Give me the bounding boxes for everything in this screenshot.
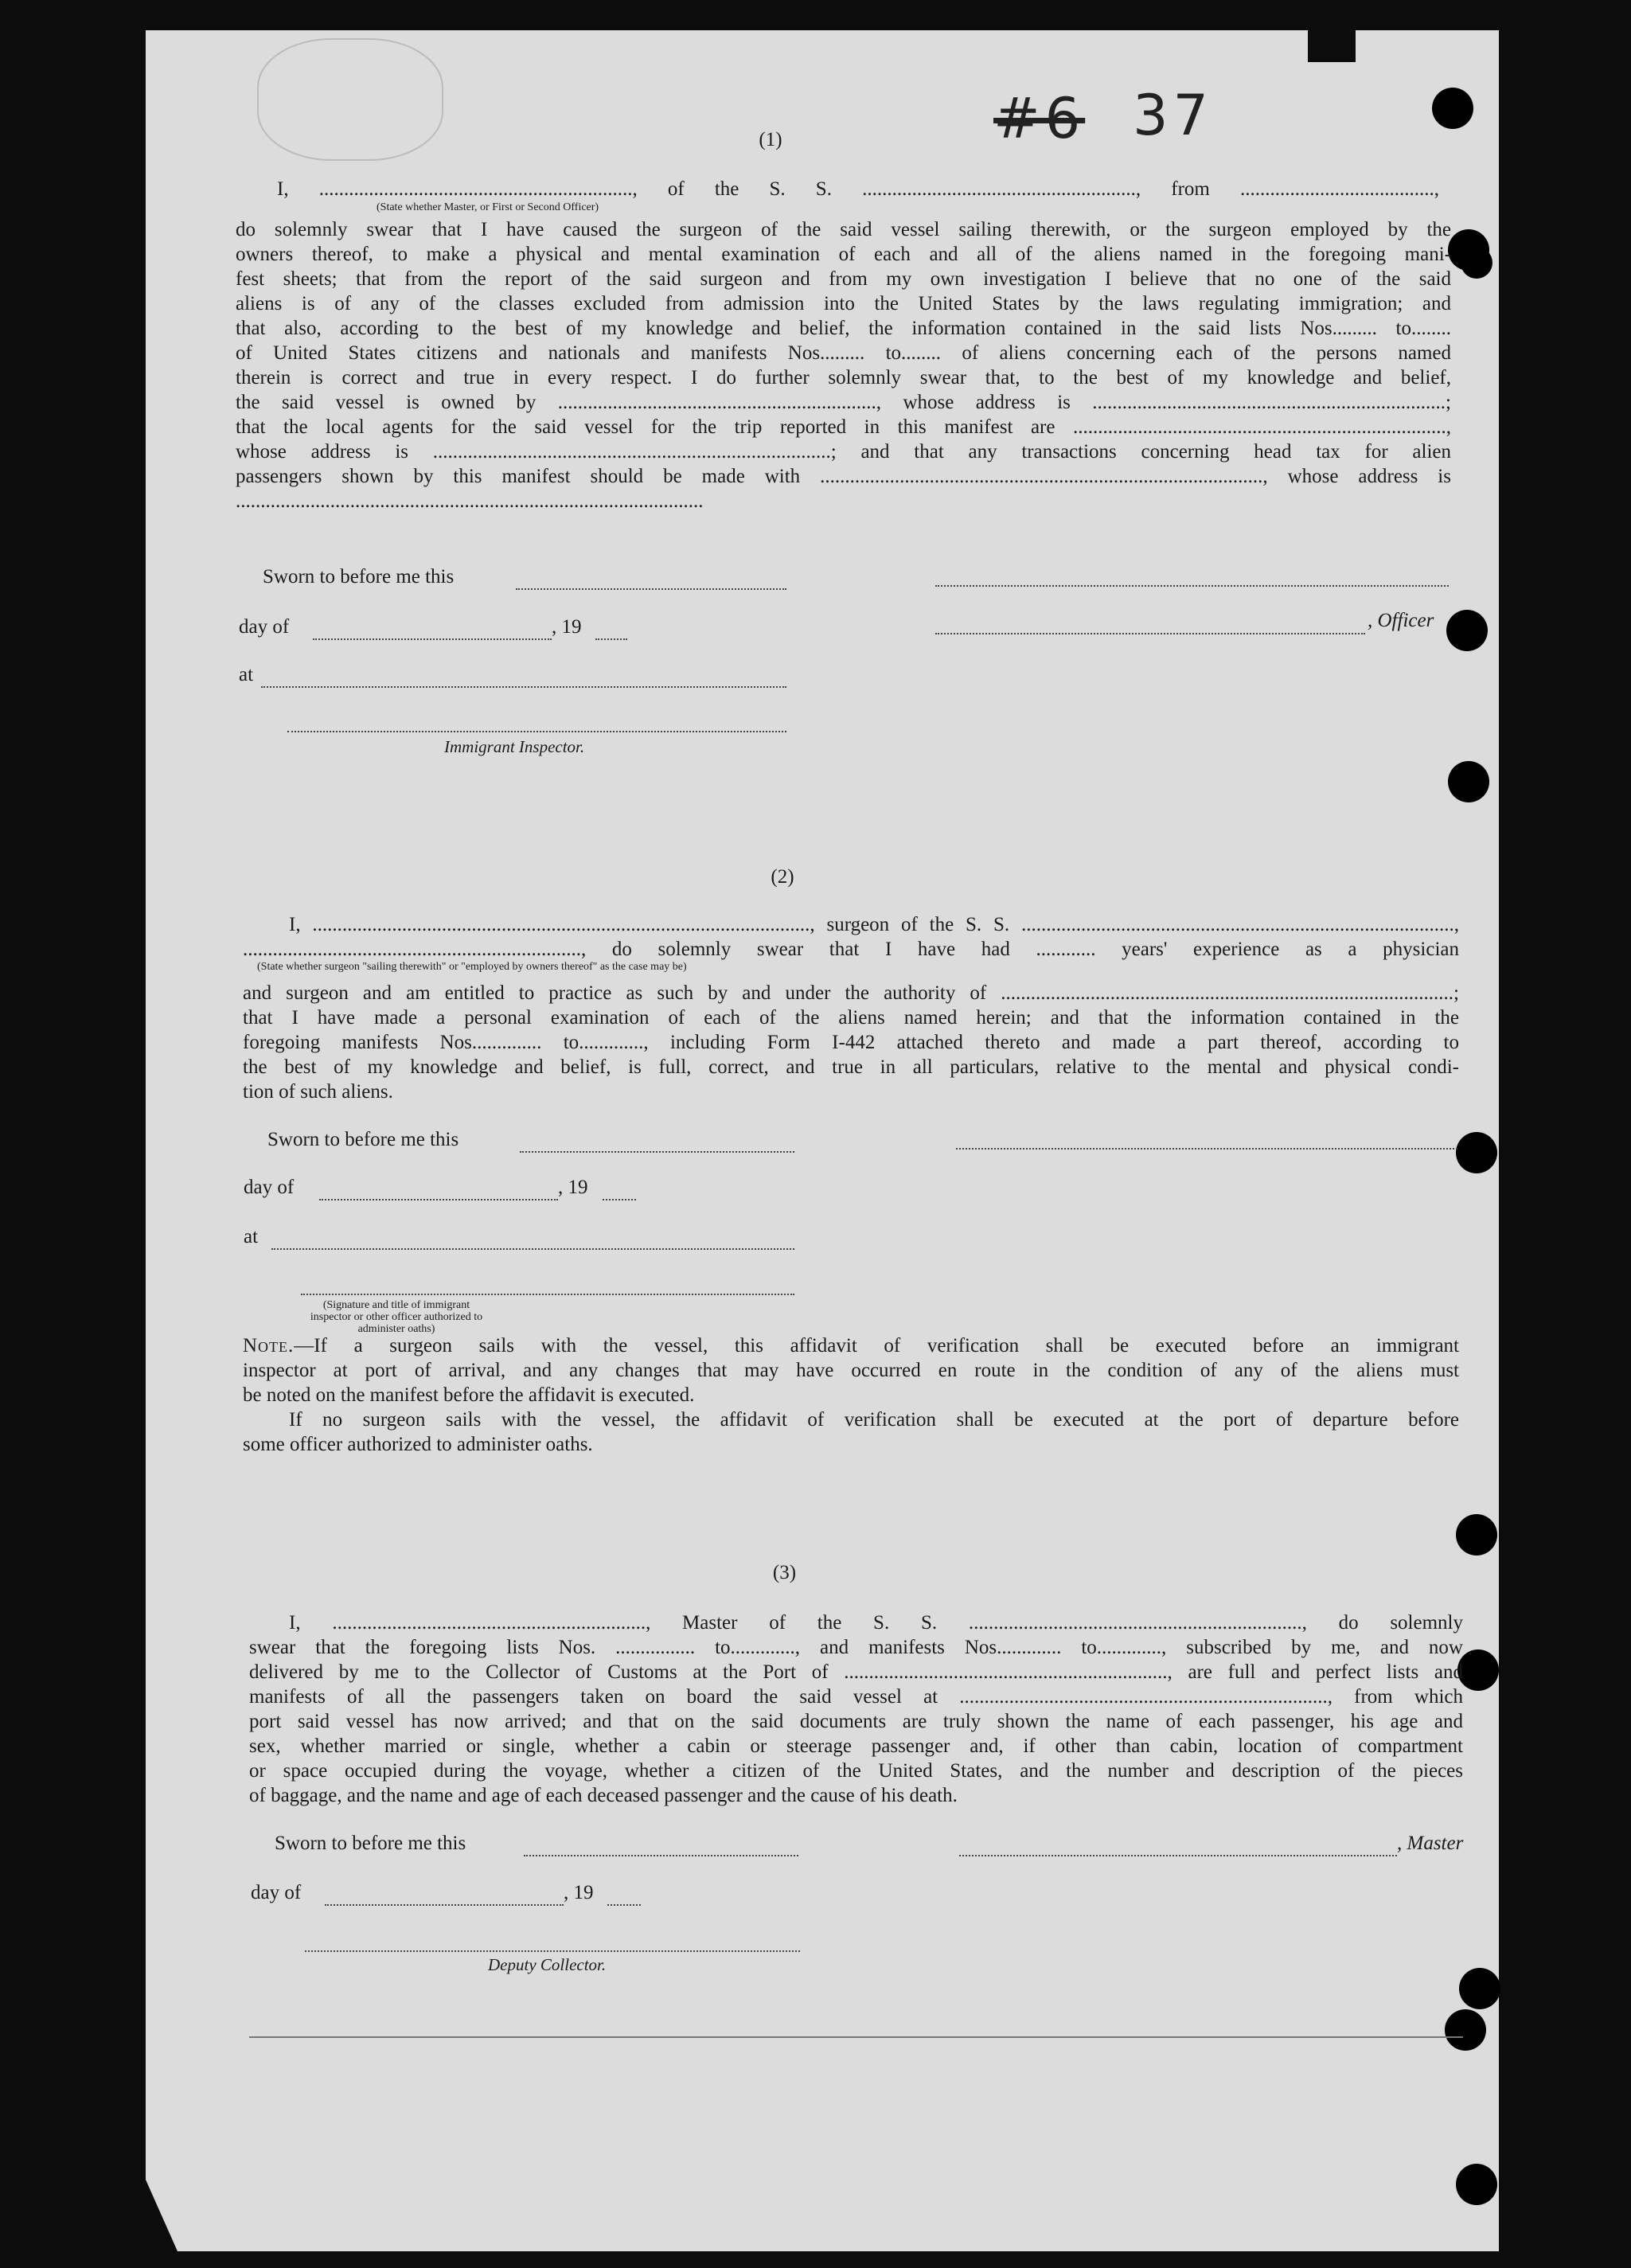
section-2-year-line [603, 1199, 636, 1200]
punch-hole-8 [1457, 1649, 1499, 1691]
section-2-year-label: , 19 [558, 1177, 588, 1198]
section-1-body-line: of United States citizens and nationals and manifests Nos......... to........ of aliens concerning each of the persons named [236, 342, 1451, 364]
section-2-body-line: that I have made a personal examination of each of the aliens named herein; and that the information contained in the [243, 1007, 1459, 1029]
section-3-deputy-label: Deputy Collector. [488, 1955, 607, 1974]
punch-hole-4 [1446, 610, 1488, 651]
section-2-note2-last-line: some officer authorized to administer oaths. [243, 1434, 593, 1455]
form-page [146, 30, 1499, 2251]
section-3-sworn-date-line [524, 1855, 798, 1856]
section-3-master-label: , Master [1397, 1833, 1464, 1854]
section-2-sworn-date-line [520, 1151, 794, 1153]
section-3-body-line: I, ..............................................................., Master of the S. S. ..................................................................., do solemnly [289, 1612, 1463, 1634]
handwritten-page-number: 37 [1133, 83, 1214, 148]
section-1-day-line [313, 638, 552, 640]
section-3-day-of-label: day of [251, 1882, 302, 1903]
punch-hole-5 [1448, 761, 1489, 802]
section-3-body-line: sex, whether married or single, whether a cabin or steerage passenger and, if other than cabin, location of compartment [249, 1735, 1463, 1757]
section-2-note2-line: If no surgeon sails with the vessel, the affidavit of verification shall be executed at the port of departure before [289, 1409, 1459, 1431]
section-1-officer-note: (State whether Master, or First or Second Officer) [377, 201, 599, 213]
section-2-body-line: and surgeon and am entitled to practice as such by and under the authority of ...........................................................................................; [243, 982, 1459, 1004]
section-1-body-line: that also, according to the best of my knowledge and belief, the information contained in the said lists Nos......... to........ [236, 318, 1451, 339]
section-3-body-line: port said vessel has now arrived; and that on the said documents are truly shown the name of each passenger, his age and [249, 1711, 1463, 1732]
note-label: Note. [243, 1335, 295, 1357]
section-3-body-line: delivered by me to the Collector of Customs at the Port of ................................................................., are full and perfect lists and [249, 1661, 1463, 1683]
section-1-year-label: , 19 [552, 616, 582, 638]
section-1-body-line: that the local agents for the said vessel for the trip reported in this manifest are ..........................................................................., [236, 416, 1451, 438]
section-3-number: (3) [772, 1562, 797, 1583]
section-2-body-line: foregoing manifests Nos.............. to............., including Form I-442 attached thereto and made a part thereof, according to [243, 1032, 1459, 1053]
section-3-sworn-label: Sworn to before me this [275, 1833, 466, 1854]
section-2-inspector-signature-line [301, 1294, 794, 1295]
section-1-body-last-line: .............................................................................................. [236, 490, 704, 512]
section-2-experience-line: ...................................................................., do solemnly swear that I have had ............ years' experience as a physician [243, 939, 1459, 960]
crossed-out-number: #6 [993, 86, 1086, 151]
section-2-sworn-label: Sworn to before me this [267, 1129, 459, 1150]
section-1-body-line: fest sheets; that from the report of the said surgeon and from my own investigation I believe that no one of the said [236, 268, 1451, 290]
punch-hole-1 [1432, 88, 1473, 129]
punch-hole-11 [1456, 2164, 1497, 2205]
section-2-surgeon-line: I, ...................................................................................................., surgeon of the S. S. ......................................................................................., [289, 914, 1459, 935]
section-1-body-line: therein is correct and true in every respect. I do further solemnly swear that, to the best of my knowledge and belief, [236, 367, 1451, 388]
section-2-at-line [271, 1248, 794, 1250]
section-1-at-line [261, 686, 786, 688]
note-text: —If a surgeon sails with the vessel, this affidavit of verification shall be executed before an immigrant [294, 1335, 1459, 1357]
section-1-at-label: at [239, 664, 254, 685]
punch-hole-10 [1445, 2009, 1486, 2051]
section-1-inspector-label: Immigrant Inspector. [444, 737, 585, 756]
section-3-master-signature-line [959, 1855, 1397, 1856]
section-2-day-of-label: day of [244, 1177, 295, 1198]
section-3-body-line: or space occupied during the voyage, whether a citizen of the United States, and the number and description of the pieces [249, 1760, 1463, 1782]
section-1-sworn-date-line [516, 588, 786, 590]
section-3-body-last-line: of baggage, and the name and age of each deceased passenger and the cause of his death. [249, 1785, 958, 1806]
section-1-day-of-label: day of [239, 616, 290, 638]
section-2-signature-note: (Signature and title of immigrant inspector or other officer authorized to administer oaths) [310, 1299, 483, 1335]
section-3-body-line: swear that the foregoing lists Nos. ................ to............., and manifests Nos............. to............., subscribed by me, and now [249, 1637, 1463, 1658]
section-1-officer-label: , Officer [1368, 610, 1434, 631]
section-1-body-line: owners thereof, to make a physical and mental examination of each and all of the aliens named in the foregoing mani- [236, 244, 1451, 265]
section-1-body-line: do solemnly swear that I have caused the surgeon of the said vessel sailing therewith, or the surgeon employed by the [236, 219, 1451, 240]
section-2-note-last-line: be noted on the manifest before the affidavit is executed. [243, 1384, 695, 1406]
section-2-note-line [243, 1333, 1459, 1358]
section-3-year-line [607, 1904, 641, 1906]
punch-hole-3 [1461, 247, 1492, 279]
section-2-day-line [319, 1199, 558, 1200]
section-3-year-label: , 19 [564, 1882, 594, 1903]
section-3-body-line: manifests of all the passengers taken on board the said vessel at .........................................................................., from which [249, 1686, 1463, 1708]
section-2-surgeon-note: (State whether surgeon "sailing therewith" or "employed by owners thereof" as the case may be) [257, 961, 687, 973]
section-3-deputy-signature-line [305, 1950, 800, 1952]
section-1-inspector-signature-line [287, 731, 786, 732]
section-1-officer-signature-line [935, 585, 1449, 587]
section-1-body-line: aliens is of any of the classes excluded from admission into the United States by the laws regulating immigration; and [236, 293, 1451, 314]
section-1-year-line [595, 638, 627, 640]
section-2-note-line: inspector at port of arrival, and any changes that may have occurred en route in the condition of any of the aliens must [243, 1360, 1459, 1381]
punch-hole-9 [1459, 1968, 1500, 2009]
bottom-rule [249, 2036, 1463, 2038]
punch-hole-7 [1456, 1514, 1497, 1556]
section-1-oath-line: I, ..............................................................., of the S. S. ......................................................., from ......................................., [277, 178, 1439, 200]
section-2-signature-line [956, 1148, 1457, 1150]
section-1-body-line: whose address is ................................................................................; and that any transactions concerning head tax for alien [236, 441, 1451, 463]
section-2-body-last-line: tion of such aliens. [243, 1081, 393, 1103]
section-2-at-label: at [244, 1226, 259, 1247]
section-3-day-line [325, 1904, 564, 1906]
section-1-number: (1) [759, 129, 782, 150]
torn-corner-bottom-left [146, 2180, 178, 2251]
section-2-number: (2) [771, 866, 794, 888]
punch-hole-6 [1456, 1132, 1497, 1173]
section-1-sworn-label: Sworn to before me this [263, 566, 455, 587]
torn-corner-top-right [1308, 30, 1356, 62]
section-1-body-line: the said vessel is owned by ................................................................, whose address is .......................................................................; [236, 392, 1451, 413]
section-1-officer-name-line [935, 633, 1365, 634]
section-1-body-line: passengers shown by this manifest should be made with ........................................................................................., whose address is [236, 466, 1451, 487]
section-2-body-line: the best of my knowledge and belief, is full, correct, and true in all particulars, relative to the mental and physical condi- [243, 1056, 1459, 1078]
